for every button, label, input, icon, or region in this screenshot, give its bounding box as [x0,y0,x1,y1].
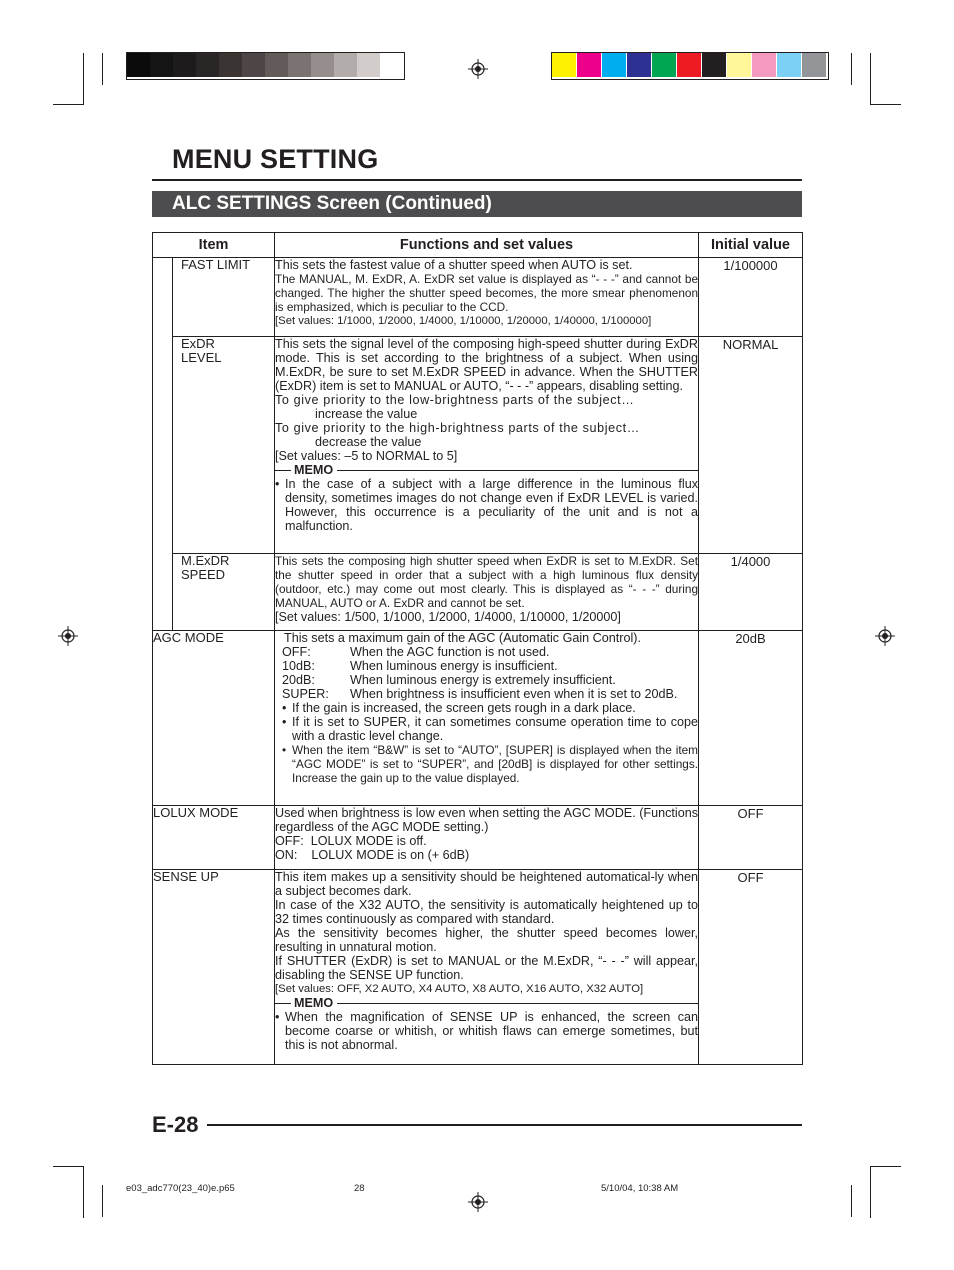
color-swatch [777,53,801,77]
item-cell: SENSE UP [153,870,275,1065]
color-swatch [552,53,576,77]
table-header-row [153,233,803,258]
gray-swatch [334,53,357,77]
initial-value-cell: OFF [699,806,803,870]
footer-rule [207,1124,802,1126]
group-indent-cell [153,258,173,631]
registration-mark-icon [875,626,895,646]
footer-filename: e03_adc770(23_40)e.p65 [126,1183,235,1194]
gain-option-row [282,673,698,687]
gain-option-value: When luminous energy is insufficient. [350,659,558,673]
memo-heading [275,996,698,1010]
column-header-item: Item [153,233,275,258]
description-text: This sets the fastest value of a shutter speed when AUTO is set. [275,258,633,272]
color-swatch [652,53,676,77]
table-row [153,337,803,554]
table-row [153,258,803,337]
color-swatch [602,53,626,77]
column-header-initial: Initial value [699,233,803,258]
description-text: decrease the value [315,435,422,449]
set-values-text: [Set values: –5 to NORMAL to 5] [275,449,458,463]
note-text: If it is set to SUPER, it can sometimes consume operation time to cope with a drastic level change. [292,715,699,743]
description-cell [275,554,699,631]
set-values-text: [Set values: OFF, X2 AUTO, X4 AUTO, X8 AUTO, X16 AUTO, X32 AUTO] [275,983,644,995]
memo-bullet: • In the case of a subject with a large difference in the luminous flux density, sometimes images do not change even if ExDR LEVEL is varied. However, this occurrence is a peculiarity of the unit and is not a malfunction. [275,477,699,533]
gray-swatch [127,53,150,77]
description-text: This sets the signal level of the composing high-speed shutter during ExDR mode. This is set according to the brightness of a subject. When using M.ExDR, be sure to set M.ExDR SPEED in advance. When the SHUTTER (ExDR) item is set to MANUAL or AUTO, “- - -” appears, disabling setting. [275,337,699,393]
page-number: E-28 [152,1112,199,1137]
description-cell [275,631,699,806]
item-cell [173,554,275,631]
item-cell: AGC MODE [153,631,275,806]
color-swatch [702,53,726,77]
registration-mark-icon [58,626,78,646]
section-title: ALC SETTINGS Screen (Continued) [172,193,492,214]
description-cell [275,870,699,1065]
initial-value-cell: 20dB [699,631,803,806]
gain-option-value: When brightness is insufficient even when it is set to 20dB. [350,687,678,701]
item-label: M.ExDR [181,553,230,568]
gain-option-value: When luminous energy is extremely insufficient. [350,673,616,687]
gain-option-key: OFF: [282,645,311,659]
gain-option-value: When the AGC function is not used. [350,645,550,659]
set-values-text: [Set values: 1/1000, 1/2000, 1/4000, 1/10000, 1/20000, 1/40000, 1/100000] [275,315,652,327]
description-cell [275,337,699,554]
gray-swatch [150,53,173,77]
color-swatch [627,53,651,77]
description-text: increase the value [315,407,418,421]
initial-value-cell: NORMAL [699,337,803,554]
description-text: OFF: LOLUX MODE is off. [275,834,427,848]
gain-option-row [282,687,698,701]
color-swatch [752,53,776,77]
color-swatch [727,53,751,77]
gain-option-row [282,645,698,659]
gain-option-key: SUPER: [282,687,329,701]
description-text: To give priority to the low-brightness parts of the subject… [275,393,635,407]
gray-swatch [196,53,219,77]
description-text: In case of the X32 AUTO, the sensitivity is automatically heightened up to 32 times continuously as compared with standard. [275,898,699,926]
description-text: This item makes up a sensitivity should be heightened automatical-ly when a subject becomes dark. [275,870,699,898]
title-rule [152,179,802,181]
table-row [153,806,803,870]
note-bullet: • If the gain is increased, the screen gets rough in a dark place. [282,701,636,715]
table-row [153,870,803,1065]
item-label: LEVEL [181,350,222,365]
gray-swatch [288,53,311,77]
description-text: To give priority to the high-brightness parts of the subject… [275,421,640,435]
gain-option-row [282,659,698,673]
settings-table [152,232,803,1065]
note-bullet: • When the item “B&W” is set to “AUTO”, [SUPER] is displayed when the item “AGC MODE” is set to “SUPER”, and [20dB] is displayed for other settings. Increase the gain up to the value displayed. [282,743,699,785]
memo-text: In the case of a subject with a large difference in the luminous flux density, sometimes images do not change even if ExDR LEVEL is varied. However, this occurrence is a peculiarity of the unit and is not a malfunction. [285,477,699,533]
table-row [153,631,803,806]
gain-option-key: 20dB: [282,673,315,687]
description-text: If SHUTTER (ExDR) is set to MANUAL or the M.ExDR, “- - -” will appear, disabling the SENSE UP function. [275,954,699,982]
description-text: This sets the composing high shutter speed when ExDR is set to M.ExDR. Set the shutter speed in order that a subject with a high luminous flux density (outdoor, etc.) may come out most clearly. This is displayed as “- - -” during MANUAL, AUTO or A. ExDR and cannot be set. [275,554,699,610]
color-swatch [577,53,601,77]
color-swatch [677,53,701,77]
memo-bullet: • When the magnification of SENSE UP is enhanced, the screen can become coarse or whitish, or whitish flaws can emerge sometimes, but this is not abnormal. [275,1010,699,1052]
item-cell [173,337,275,554]
note-text: If the gain is increased, the screen gets rough in a dark place. [292,701,636,715]
gray-swatch [265,53,288,77]
set-values-text: [Set values: 1/500, 1/1000, 1/2000, 1/4000, 1/10000, 1/20000] [275,610,621,624]
gray-swatch [173,53,196,77]
initial-value-cell: 1/4000 [699,554,803,631]
item-cell: FAST LIMIT [173,258,275,337]
memo-label: MEMO [294,463,334,477]
item-cell: LOLUX MODE [153,806,275,870]
registration-mark-icon [468,1192,488,1212]
page-title: MENU SETTING [172,144,379,174]
gray-swatch [380,53,403,77]
note-bullet: • If it is set to SUPER, it can sometimes consume operation time to cope with a drastic level change. [282,715,699,743]
initial-value-cell: 1/100000 [699,258,803,337]
item-label: SPEED [181,567,226,582]
footer-timestamp: 5/10/04, 10:38 AM [601,1183,679,1194]
description-text: Used when brightness is low even when setting the AGC MODE. (Functions regardless of the AGC MODE setting.) [275,806,699,834]
memo-text: When the magnification of SENSE UP is enhanced, the screen can become coarse or whitish, or whitish flaws can emerge sometimes, but this is not abnormal. [285,1010,699,1052]
description-cell [275,258,699,337]
gray-swatch [219,53,242,77]
initial-value-cell: OFF [699,870,803,1065]
description-cell [275,806,699,870]
color-swatch [802,53,826,77]
item-label: ExDR [181,336,215,351]
description-text: The MANUAL, M. ExDR, A. ExDR set value is displayed as “- - -” and cannot be changed. The higher the shutter speed becomes, the more smear phenomenon is emphasized, which is peculiar to the CCD. [275,272,699,314]
gain-option-key: 10dB: [282,659,315,673]
description-text: ON: LOLUX MODE is on (+ 6dB) [275,848,470,862]
memo-label: MEMO [294,996,334,1010]
note-text: When the item “B&W” is set to “AUTO”, [SUPER] is displayed when the item “AGC MODE” is set to “SUPER”, and [20dB] is displayed for other settings. Increase the gain up to the value displayed. [292,743,699,785]
gray-swatch [242,53,265,77]
gray-swatch [357,53,380,77]
description-text: This sets a maximum gain of the AGC (Automatic Gain Control). [284,631,641,645]
memo-heading [275,463,698,477]
description-text: As the sensitivity becomes higher, the shutter speed becomes lower, resulting in unnatural motion. [275,926,699,954]
footer-page: 28 [354,1183,365,1194]
column-header-functions: Functions and set values [275,233,699,258]
gray-swatch [311,53,334,77]
table-row [153,554,803,631]
registration-mark-icon [468,59,488,79]
